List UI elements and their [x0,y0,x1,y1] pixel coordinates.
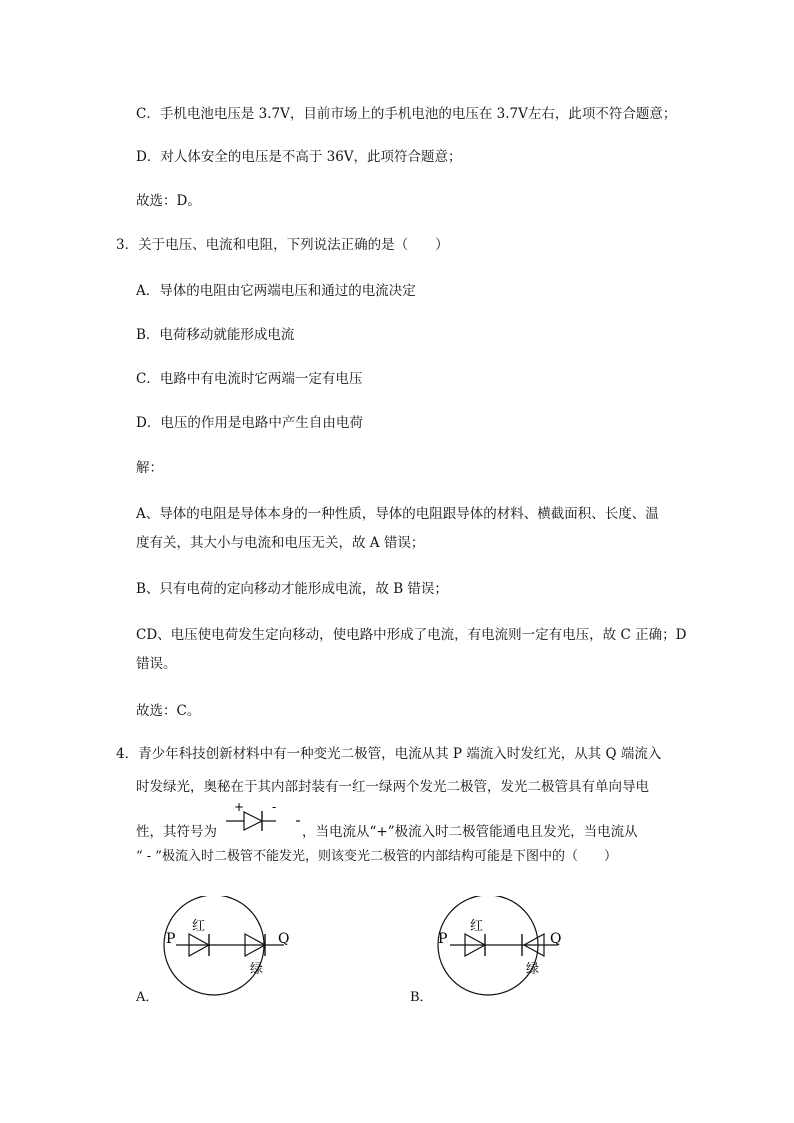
option-b-diagram [434,896,574,1000]
question-3-stem: 3．关于电压、电流和电阻，下列说法正确的是（ ） [116,237,449,253]
question-3-answer: 故选：C。 [136,703,201,719]
question-4-line2: 时发绿光，奥秘在于其内部封装有一红一绿两个发光二极管，发光二极管具有单向导电 [136,779,649,795]
question-3-option-c: C．电路中有电流时它两端一定有电压 [136,371,363,387]
option-b-p-label: P [438,931,448,947]
question-3-explanation-b: B、只有电荷的定向移动才能形成电流，故 B 错误； [136,581,448,597]
diode-plus-label: + [234,800,245,814]
option-a-red-label: 红 [192,919,206,934]
question-4-line4: “ - ”极流入时二极管不能发光，则该变光二极管的内部结构可能是下图中的（ ） [136,849,617,864]
option-a-green-label: 绿 [250,962,264,977]
option-b-red-label: 红 [470,919,484,934]
option-b-label: B． [410,990,433,1005]
question-3-explanation-cd-line2: 错误。 [136,656,177,672]
question-4-line3-start: 性，其符号为 [136,824,217,840]
option-b-green-label: 绿 [526,962,540,977]
diode-symbol [224,800,304,840]
prev-answer: 故选：D。 [136,193,201,209]
option-a-p-label: P [166,931,176,947]
prev-option-c-explanation: C．手机电池电压是 3.7V，目前市场上的手机电池的电压在 3.7V左右，此项不符合题意； [136,106,677,122]
diode-symbol-triangle [244,812,262,830]
question-3-option-d: D．电压的作用是电路中产生自由电荷 [136,415,363,431]
question-3-solution-label: 解： [136,460,163,476]
question-3-explanation-a-line2: 度有关，其大小与电流和电压无关，故 A 错误； [136,535,425,551]
option-a-q-label: Q [278,931,290,947]
prev-option-d-explanation: D．对人体安全的电压是不高于 36V，此项符合题意； [136,149,462,165]
question-3-option-a: A．导体的电阻由它两端电压和通过的电流决定 [136,283,416,299]
question-4-line3-end: ，当电流从“+”极流入时二极管能通电且发光，当电流从 [302,824,638,840]
question-3-explanation-a-line1: A、导体的电阻是导体本身的一种性质，导体的电阻跟导体的材料、横截面积、长度、温 [136,506,659,522]
question-3-option-b: B．电荷移动就能形成电流 [136,327,295,343]
question-3-explanation-cd-line1: CD、电压使电荷发生定向移动，使电路中形成了电流，有电流则一定有电压，故 C 正确；D [136,627,687,643]
diode-minus-label: - [272,800,277,814]
option-a-diagram [160,896,300,1000]
option-b-q-label: Q [550,931,562,947]
option-a-label: A． [136,990,159,1005]
question-4-line1: 4．青少年科技创新材料中有一种变光二极管，电流从其 P 端流入时发红光，从其 Q 端流入 [116,746,662,762]
